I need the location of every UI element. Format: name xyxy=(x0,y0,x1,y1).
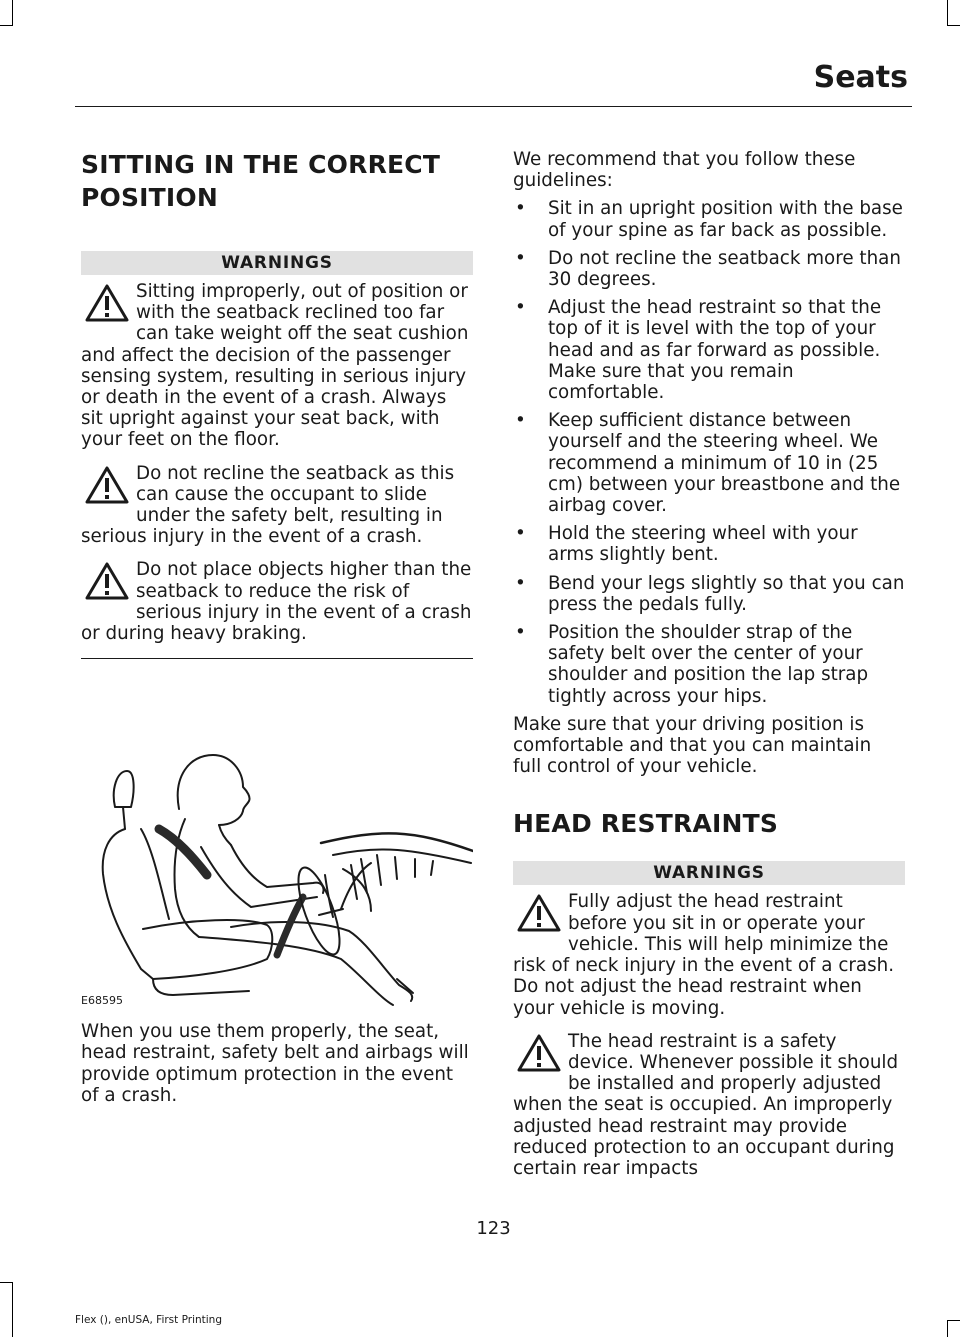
warnings-heading: WARNINGS xyxy=(513,861,905,885)
section-title-line: SITTING IN THE CORRECT xyxy=(81,150,441,179)
warning-item xyxy=(81,559,473,644)
section-title-line: POSITION xyxy=(81,183,219,212)
warning-item xyxy=(513,1031,905,1179)
warning-text: The head restraint is a safety device. Whenever possible it should be installed and properly adjusted when the seat is occupied. An improperly adjusted head restraint may provide reduced protection to an occupant during certain rear impacts xyxy=(513,1030,899,1179)
crop-mark xyxy=(947,1320,948,1337)
closing-paragraph: Make sure that your driving position is comfortable and that you can maintain full control of your vehicle. xyxy=(513,713,872,778)
crop-mark xyxy=(947,0,948,26)
list-item: • Bend your legs slightly so that you can press the pedals fully. xyxy=(513,573,905,615)
warnings-heading: WARNINGS xyxy=(81,251,473,275)
crop-mark xyxy=(947,25,960,26)
crop-mark xyxy=(12,0,13,26)
warning-item xyxy=(81,463,473,548)
list-item: • Do not recline the seatback more than 30 degrees. xyxy=(513,248,905,290)
crop-mark xyxy=(0,1282,13,1283)
left-column xyxy=(81,148,473,1106)
driver-seating-diagram xyxy=(81,679,473,1009)
section-title-sitting xyxy=(81,148,473,214)
warning-triangle-icon xyxy=(81,463,133,513)
body-paragraph: When you use them properly, the seat, head restraint, safety belt and airbags will provide optimum protection in the event of a crash. xyxy=(81,1021,469,1106)
warning-text: Do not place objects higher than the seatback to reduce the risk of serious injury in the event of a crash or during heavy braking. xyxy=(81,559,472,645)
warning-triangle-icon xyxy=(81,281,133,331)
crop-mark xyxy=(12,1282,13,1337)
warning-item xyxy=(513,891,905,1018)
crop-mark xyxy=(0,25,13,26)
warning-triangle-icon xyxy=(81,559,133,609)
warning-text: Sitting improperly, out of position or with the seatback reclined too far can take weight off the seat cushion and affect the decision of the passenger sensing system, resulting in serious injury or death in the event of a crash. Always sit upright against your seat back, with your feet on the floor. xyxy=(81,281,469,451)
page-number: 123 xyxy=(476,1218,511,1239)
footer-print-info: Flex (), enUSA, First Printing xyxy=(75,1314,222,1326)
list-item: • Adjust the head restraint so that the top of it is level with the top of your head and as far forward as possible. Make sure that you remain comfortable. xyxy=(513,297,905,403)
guidelines-list xyxy=(513,198,905,706)
list-item: • Hold the steering wheel with your arms slightly bent. xyxy=(513,523,905,565)
warning-item xyxy=(81,281,473,451)
list-item: • Sit in an upright position with the base of your spine as far back as possible. xyxy=(513,198,905,240)
warnings-bottom-divider xyxy=(81,658,473,659)
seating-position-illustration xyxy=(81,679,473,1009)
page-title: Seats xyxy=(813,60,908,95)
crop-mark xyxy=(947,1320,960,1321)
warning-triangle-icon xyxy=(513,891,565,941)
list-item: • Keep sufficient distance between yourself and the steering wheel. We recommend a minimum of 10 in (25 cm) between your breastbone and the airbag cover. xyxy=(513,410,905,516)
guidelines-intro: We recommend that you follow these guidelines: xyxy=(513,149,856,192)
figure-id: E68595 xyxy=(81,994,123,1008)
list-item: • Position the shoulder strap of the safety belt over the center of your shoulder and position the lap strap tightly across your hips. xyxy=(513,622,905,707)
header-divider xyxy=(75,106,912,107)
section-title-head-restraints: HEAD RESTRAINTS xyxy=(513,809,779,839)
warning-triangle-icon xyxy=(513,1031,565,1081)
warning-text: Do not recline the seatback as this can cause the occupant to slide under the safety belt, resulting in serious injury in the event of a crash. xyxy=(81,462,455,548)
warning-text: Fully adjust the head restraint before you sit in or operate your vehicle. This will help minimize the risk of neck injury in the event of a crash. Do not adjust the head restraint when your vehicle is moving. xyxy=(513,891,895,1019)
right-column xyxy=(513,148,905,1179)
